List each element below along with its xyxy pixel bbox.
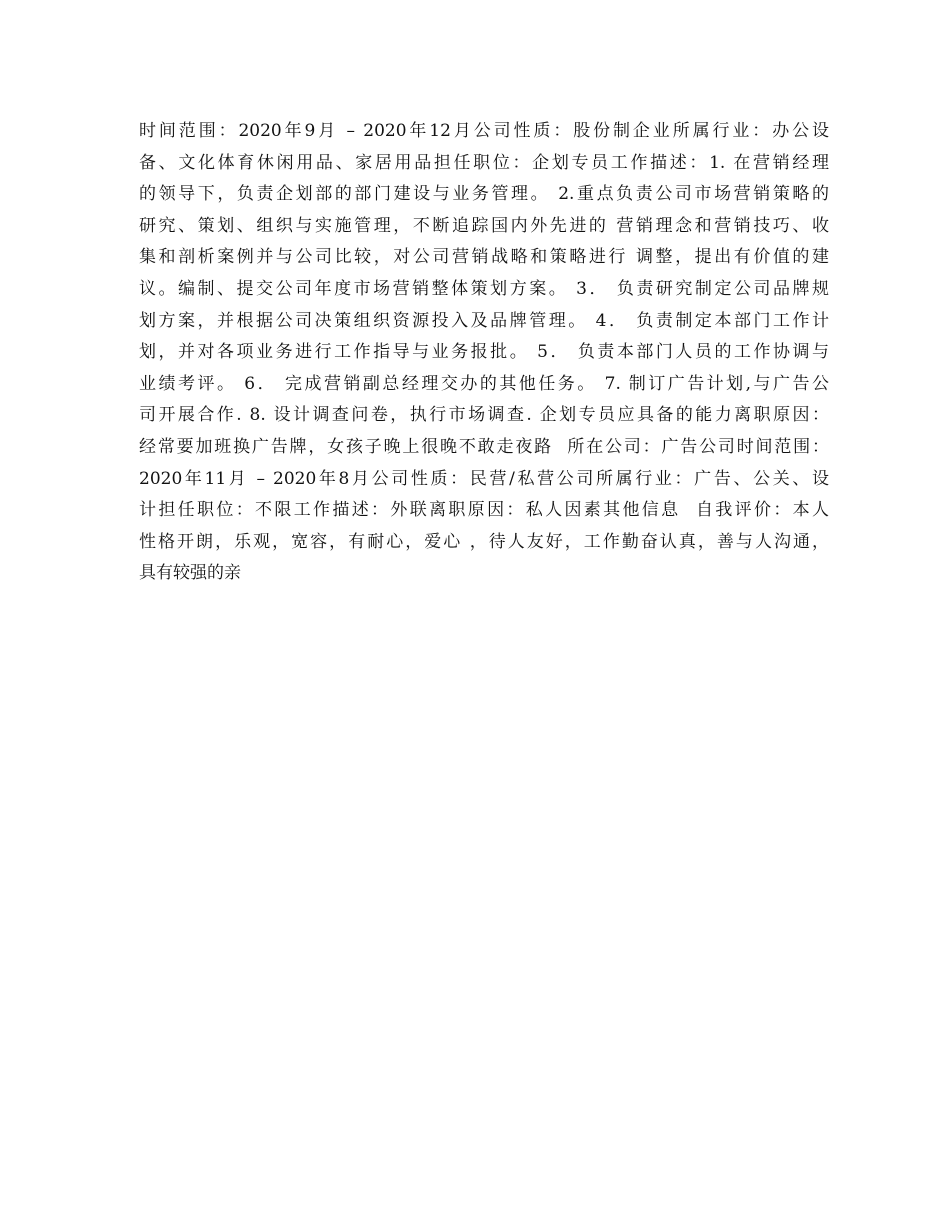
text-line: 计担任职位：不限工作描述：外联离职原因：私人因素其他信息 自我评价：本人: [139, 500, 829, 521]
text-line: 议。编制、提交公司年度市场营销整体策划方案。 3． 负责研究制定公司品牌规: [139, 278, 829, 299]
text-line: 研究、策划、组织与实施管理，不断追踪国内外先进的 营销理念和营销技巧、收: [139, 215, 829, 236]
text-line: 性格开朗，乐观，宽容，有耐心，爱心 ，待人友好，工作勤奋认真，善与人沟通，: [139, 531, 829, 552]
text-line: 司开展合作. 8. 设计调查问卷，执行市场调查. 企划专员应具备的能力离职原因：: [139, 405, 829, 426]
text-line: 时间范围：2020年9月 – 2020年12月公司性质：股份制企业所属行业：办公设: [139, 121, 829, 141]
text-line: 备、文化体育休闲用品、家居用品担任职位：企划专员工作描述：1. 在营销经理: [139, 152, 829, 173]
text-line: 业绩考评。 6． 完成营销副总经理交办的其他任务。 7. 制订广告计划,与广告公: [139, 373, 829, 394]
text-line: 划，并对各项业务进行工作指导与业务报批。 5． 负责本部门人员的工作协调与: [139, 342, 829, 363]
text-line: 集和剖析案例并与公司比较，对公司营销战略和策略进行 调整，提出有价值的建: [139, 247, 829, 268]
document-body: [139, 116, 829, 590]
text-line: 划方案，并根据公司决策组织资源投入及品牌管理。 4． 负责制定本部门工作计: [139, 310, 829, 331]
text-line: 2020年11月 – 2020年8月公司性质：民营/私营公司所属行业：广告、公关、设: [139, 468, 829, 489]
text-line: 具有较强的亲: [139, 563, 241, 584]
text-line: 的领导下，负责企划部的部门建设与业务管理。 2.重点负责公司市场营销策略的: [139, 184, 829, 205]
text-line: 经常要加班换广告牌，女孩子晚上很晚不敢走夜路 所在公司：广告公司时间范围：: [139, 436, 829, 457]
